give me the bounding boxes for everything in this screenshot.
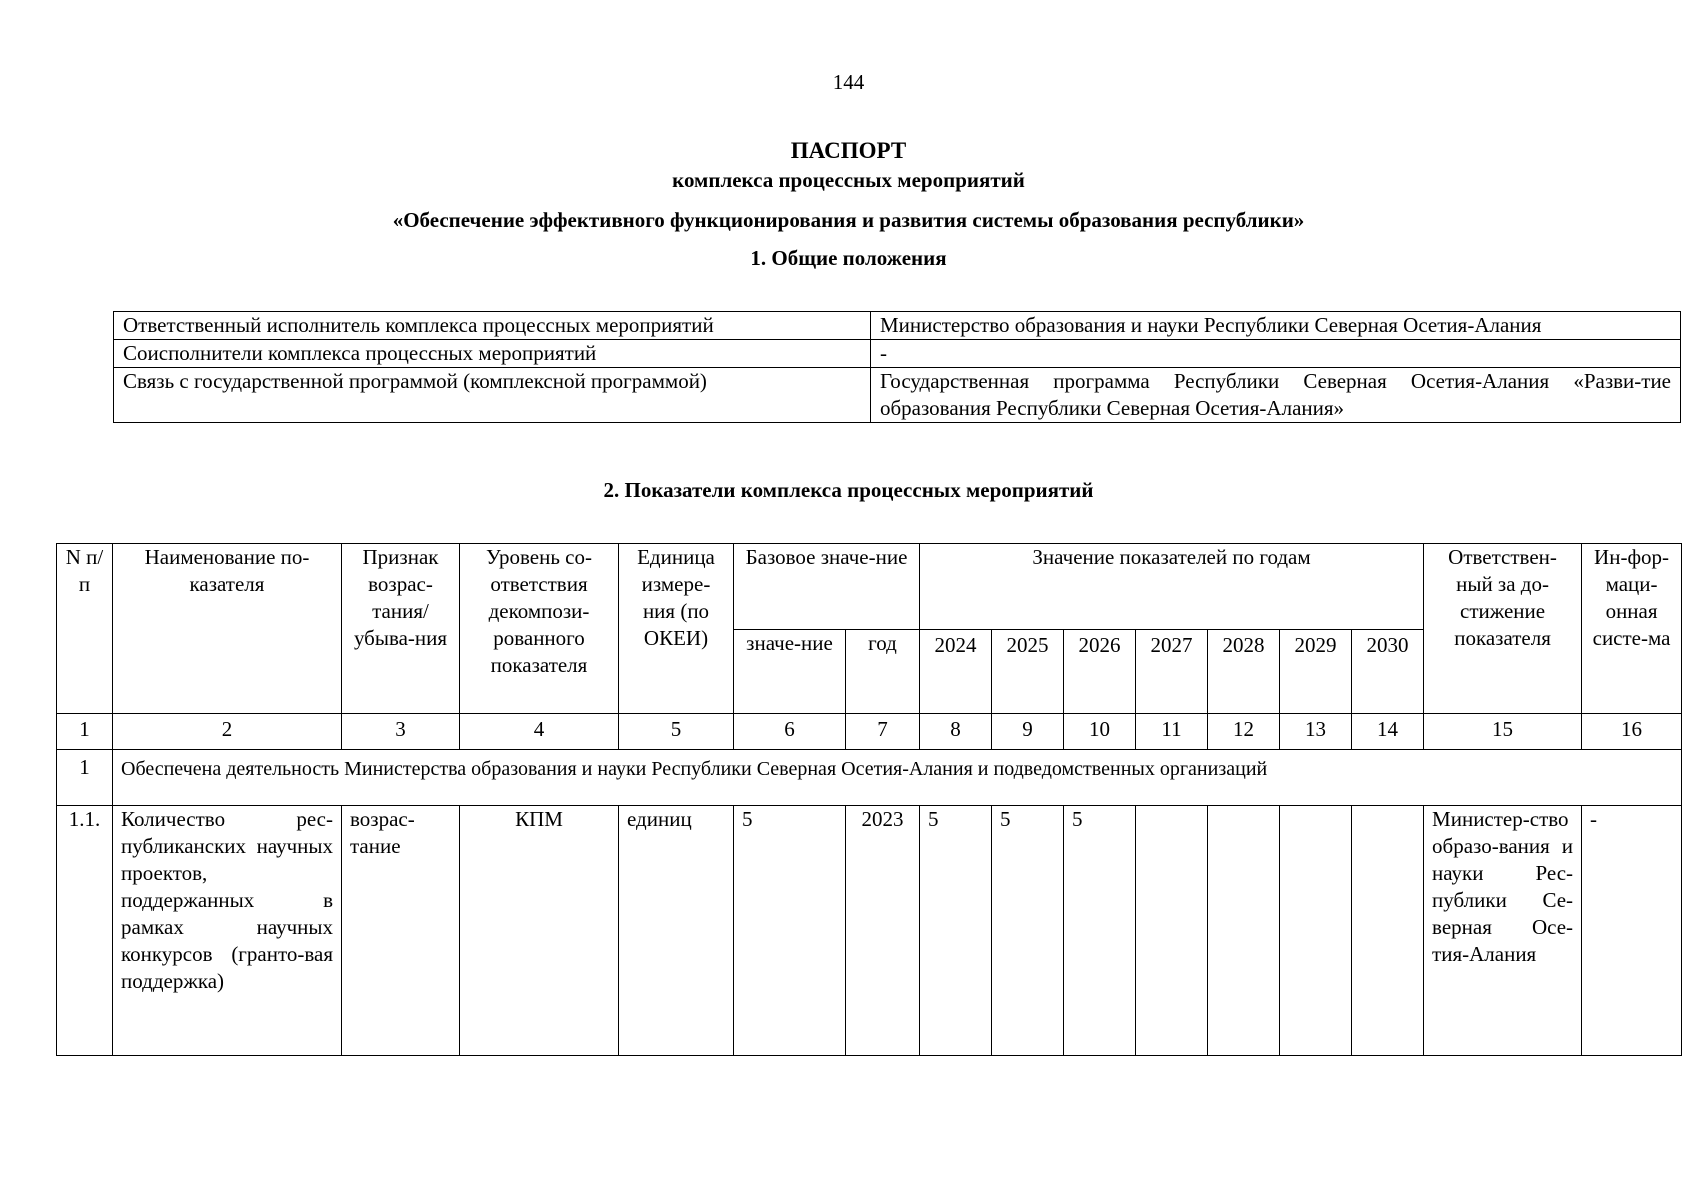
table-row (57, 806, 1682, 1056)
header-base: Базовое значе-ние (734, 544, 920, 630)
header-years-group: Значение показателей по годам (920, 544, 1424, 630)
header-year: 2025 (992, 630, 1064, 714)
column-number-row (57, 714, 1682, 750)
header-row (57, 544, 1682, 630)
column-number: 10 (1064, 714, 1136, 750)
table-row (114, 340, 1681, 368)
general-value: Министерство образования и науки Республики Северная Осетия-Алания (871, 312, 1681, 340)
column-number: 1 (57, 714, 113, 750)
table-row (114, 368, 1681, 423)
row-value-2025: 5 (992, 806, 1064, 1056)
header-name: Наименование по-казателя (113, 544, 342, 714)
general-label: Ответственный исполнитель комплекса процессных мероприятий (114, 312, 871, 340)
row-name: Количество рес-публиканских научных проектов, поддержанных в рамках научных конкурсов (гранто-вая поддержка) (113, 806, 342, 1056)
header-year: 2026 (1064, 630, 1136, 714)
general-label: Связь с государственной программой (комплексной программой) (114, 368, 871, 423)
row-value-2024: 5 (920, 806, 992, 1056)
indicators-table (56, 543, 1682, 1056)
section-2-heading: 2. Показатели комплекса процессных мероприятий (603, 478, 1094, 502)
row-level: КПМ (460, 806, 619, 1056)
column-number: 16 (1582, 714, 1682, 750)
row-value-2029 (1280, 806, 1352, 1056)
column-number: 6 (734, 714, 846, 750)
table-row (114, 312, 1681, 340)
general-value: Государственная программа Республики Северная Осетия-Алания «Разви-тие образования Республики Северная Осетия-Алания» (871, 368, 1681, 423)
general-label: Соисполнители комплекса процессных мероприятий (114, 340, 871, 368)
column-number: 3 (342, 714, 460, 750)
document-title: ПАСПОРТ (790, 138, 907, 163)
general-value: - (871, 340, 1681, 368)
header-year: 2029 (1280, 630, 1352, 714)
column-number: 2 (113, 714, 342, 750)
column-number: 12 (1208, 714, 1280, 750)
row-responsible: Министер-ство образо-вания и науки Рес-публики Се-верная Осе-тия-Алания (1424, 806, 1582, 1056)
page-number: 144 (832, 70, 865, 94)
header-info-system: Ин-фор-маци-онная систе-ма (1582, 544, 1682, 714)
column-number: 9 (992, 714, 1064, 750)
section-num: 1 (57, 750, 113, 806)
header-base-value: значе-ние (734, 630, 846, 714)
section-row (57, 750, 1682, 806)
column-number: 7 (846, 714, 920, 750)
row-base-value: 5 (734, 806, 846, 1056)
header-responsible: Ответствен-ный за до-стижение показателя (1424, 544, 1582, 714)
header-year: 2024 (920, 630, 992, 714)
document-subtitle: комплекса процессных мероприятий (672, 168, 1025, 192)
column-number: 14 (1352, 714, 1424, 750)
header-year: 2030 (1352, 630, 1424, 714)
row-base-year: 2023 (846, 806, 920, 1056)
column-number: 5 (619, 714, 734, 750)
column-number: 13 (1280, 714, 1352, 750)
column-number: 8 (920, 714, 992, 750)
general-provisions-table (113, 311, 1681, 423)
header-sign: Признак возрас-тания/ убыва-ния (342, 544, 460, 714)
row-sign: возрас-тание (342, 806, 460, 1056)
header-base-year: год (846, 630, 920, 714)
column-number: 15 (1424, 714, 1582, 750)
column-number: 11 (1136, 714, 1208, 750)
column-number: 4 (460, 714, 619, 750)
program-name: «Обеспечение эффективного функционирования и развития системы образования республики» (392, 208, 1305, 232)
row-unit: единиц (619, 806, 734, 1056)
section-title: Обеспечена деятельность Министерства образования и науки Республики Северная Осетия-Алания и подведомственных организаций (113, 750, 1682, 806)
header-level: Уровень со-ответствия декомпози-рованного показателя (460, 544, 619, 714)
header-num: N п/п (57, 544, 113, 714)
header-year: 2027 (1136, 630, 1208, 714)
header-unit: Единица измере-ния (по ОКЕИ) (619, 544, 734, 714)
row-value-2026: 5 (1064, 806, 1136, 1056)
header-year: 2028 (1208, 630, 1280, 714)
row-info-system: - (1582, 806, 1682, 1056)
row-value-2027 (1136, 806, 1208, 1056)
row-num: 1.1. (57, 806, 113, 1056)
section-1-heading: 1. Общие положения (750, 246, 947, 270)
row-value-2028 (1208, 806, 1280, 1056)
row-value-2030 (1352, 806, 1424, 1056)
